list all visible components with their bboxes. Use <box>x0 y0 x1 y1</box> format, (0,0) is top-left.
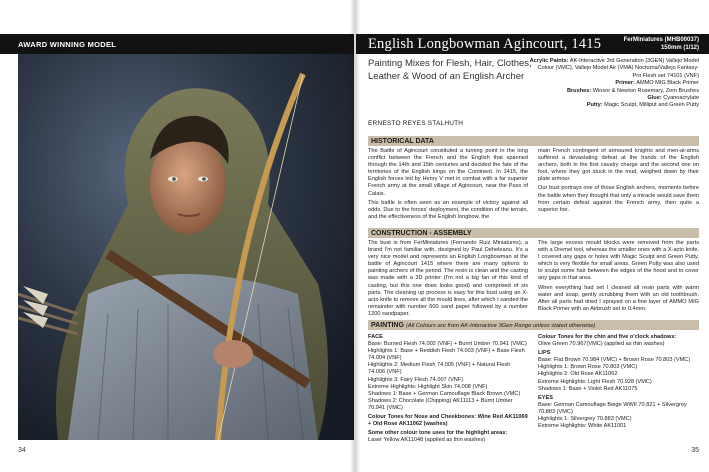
paint-line: Extreme Highlights: Light Flesh 70.928 (VMC) <box>538 378 652 385</box>
author-name: ERNESTO REYES STALHUTH <box>368 120 464 127</box>
construction-column-2: The large excess mould blocks were removed from the parts with a Dremel tool, whereas the smaller ones with a X-acto knife. I covered any gaps or holes with Magic Sculpt and Green Putty, which is very flexible for small areas. Green Putty was also used to sculpt some hair between the edges of the hood and to cover any gaps in that area. When everything had set I cleaned all resin parts with warm water and soap, gently scrubbing them with an old toothbrush. After all parts had dried I sprayed on a fine layer of AMMO MIG Black Primer with an Airbrush set to 0.4mm. <box>538 240 699 312</box>
paint-line: Highlights 3: Fairy Flesh 74.007 (VNF) <box>368 376 464 383</box>
paint-line: Laser Yellow AK11048 (applied as thin washes) <box>368 437 486 444</box>
paint-line: Shadows 2: Chocolate (Chipping) AK11113 + Burnt Umber 70.941 (VMC) <box>368 397 513 411</box>
archer-bust-photo <box>18 54 354 440</box>
paint-line: Base: Burned Flesh 74.002 (VNF) + Burnt Umber 70.941 (VMC) <box>368 341 527 348</box>
title-band <box>356 34 709 54</box>
painting-column-2 <box>538 332 699 430</box>
paint-line: Highlights 1: Base + Reddish Flesh 74.003 (VNF) + Base Flesh 74.004 (VNF) <box>368 348 525 362</box>
paint-line: Highlights 2: Old Rose AK11062 <box>538 371 618 378</box>
paint-line: Highlights 1: Silvergrey 70.883 (VMC) <box>538 416 632 423</box>
material-item: Primer: AMMO MIG Black Primer <box>615 80 699 87</box>
material-item: Glue: Cyanoacrylate <box>647 95 699 102</box>
left-page <box>0 0 354 472</box>
paint-line: Extreme Highlights: White AK11001 <box>538 423 627 430</box>
painting-note: (All Colours are from AK-Interactive 3Gen Range unless stated otherwise) <box>405 322 596 329</box>
archer-bust-illustration <box>18 54 354 440</box>
material-item: Putty: Magic Sculpt, Milliput and Green Putty <box>586 102 699 109</box>
section-heading-construction: CONSTRUCTION - ASSEMBLY <box>368 228 699 238</box>
paint-heading: EYES <box>538 394 553 401</box>
section-heading-painting: PAINTING (All Colours are from AK-Interactive 3Gen Range unless stated otherwise) <box>368 320 699 330</box>
paint-line: Shadows 1: Base + Violet Red AK11075 <box>538 385 638 392</box>
model-maker: FerMiniatures (MHB00037) <box>623 37 699 43</box>
paint-line: Extreme Highlights: Highlight Skin 74.008 (VNF) <box>368 383 488 390</box>
paint-line: Base: German Camouflage Beige WWII 70.821 + Silvergrey 70.883 (VMC) <box>538 401 687 415</box>
paint-heading: Colour Tones for the chin and five o'clock shadows: <box>538 334 677 340</box>
page-number-right: 35 <box>691 447 699 454</box>
right-page <box>356 0 709 472</box>
paint-line: Highlights 1: Brown Rose 70.803 (VMC) <box>538 364 638 371</box>
paint-line: Highlights 2: Medium Flesh 74.005 (VNF) + Natural Flesh 74.006 (VNF) <box>368 362 511 376</box>
page-number-left: 34 <box>18 447 26 454</box>
history-column-1: The Battle of Agincourt constituted a turning point in the long conflict between the French and the English that spanned through the 14th and 15th centuries and decided the fate of the territories of the English kings on the Continent. In 1415, the English forces led by Henry V met in combat with a far superior French army at the small village of Agincourt, near the Pass of Calais. This battle is often seen as an example of victory against all odds. Due to the forces' deployment, the condition of the terrain, and the effectiveness of the English longbow, the <box>368 148 528 220</box>
band-label: AWARD WINNING MODEL <box>18 40 117 49</box>
history-column-2: main French contingent of armoured knights and men-at-arms suffered a devastating defeat at the hands of the English archers, both in the first cavalry charge and the second one on foot, where they got stuck in the mud, weighed down by their plate armour. Our bust portrays one of those English archers, moments before the battle when they thought that only a miracle would save them from certain defeat against the French army, then quite a superior foe. <box>538 148 699 213</box>
paint-line: Base: Flat Brown 70.984 (VMC) + Brown Rose 70.803 (VMC) <box>538 357 691 364</box>
paint-heading: Some other colour tone uses for the highlight areas: <box>368 430 508 437</box>
article-subtitle: Painting Mixes for Flesh, Hair, Clothes, Leather & Wood of an English Archer <box>368 58 532 82</box>
paint-line: Shadows 1: Base + German Camouflage Black Brown (VMC) <box>368 390 521 397</box>
construction-column-1: The bust is from FerMiniatures (Fernando Ruiz Miniatures), a brand I'm not familiar with, designed by Paul Deheleanu. It's a very nice model and represents an English Longbowman at the battle of Agincourt 1415 where there are many options to painting archers of the period. The resin is clean and the casting was made with a 3D printer (I'm not a big fan of this kind of casting, but this one does looks good) and comprised of six parts. The cleaning up process is easy for this bust using an X-acto knife to remove all the mould lines, after which I sanded the remainder with number 600 sand paper followed by a number 1200 sandpaper. <box>368 240 528 317</box>
model-meta <box>624 36 699 52</box>
section-heading-history: HISTORICAL DATA <box>368 136 699 146</box>
paint-heading: LIPS <box>538 350 551 357</box>
paint-heading: FACE <box>368 334 383 340</box>
section-band <box>0 34 354 54</box>
materials-list <box>529 58 699 110</box>
painting-column-1 <box>368 332 528 444</box>
material-item: Acrylic Paints: AK-Interactive 3rd Generation (3GEN) Vallejo Model Colour (VMC), Vallejo Model Air (VMA) Nocturna/Vallejo Fantasy-Pro Flesh set 74101 (VNF) <box>529 58 699 79</box>
article-title: English Longbowman Agincourt, 1415 <box>368 36 602 52</box>
model-scale: 150mm (1/12) <box>660 45 699 51</box>
paint-line: Olive Green 70.967(VMC) (applied as thin washes) <box>538 341 665 348</box>
material-item: Brushes: Winsor & Newton Rosemary, Zem Brushes <box>566 87 699 94</box>
paint-heading: Colour Tones for Nose and Cheekbones: Wine Red AK11069 + Old Rose AK11062 (washes) <box>368 414 528 428</box>
